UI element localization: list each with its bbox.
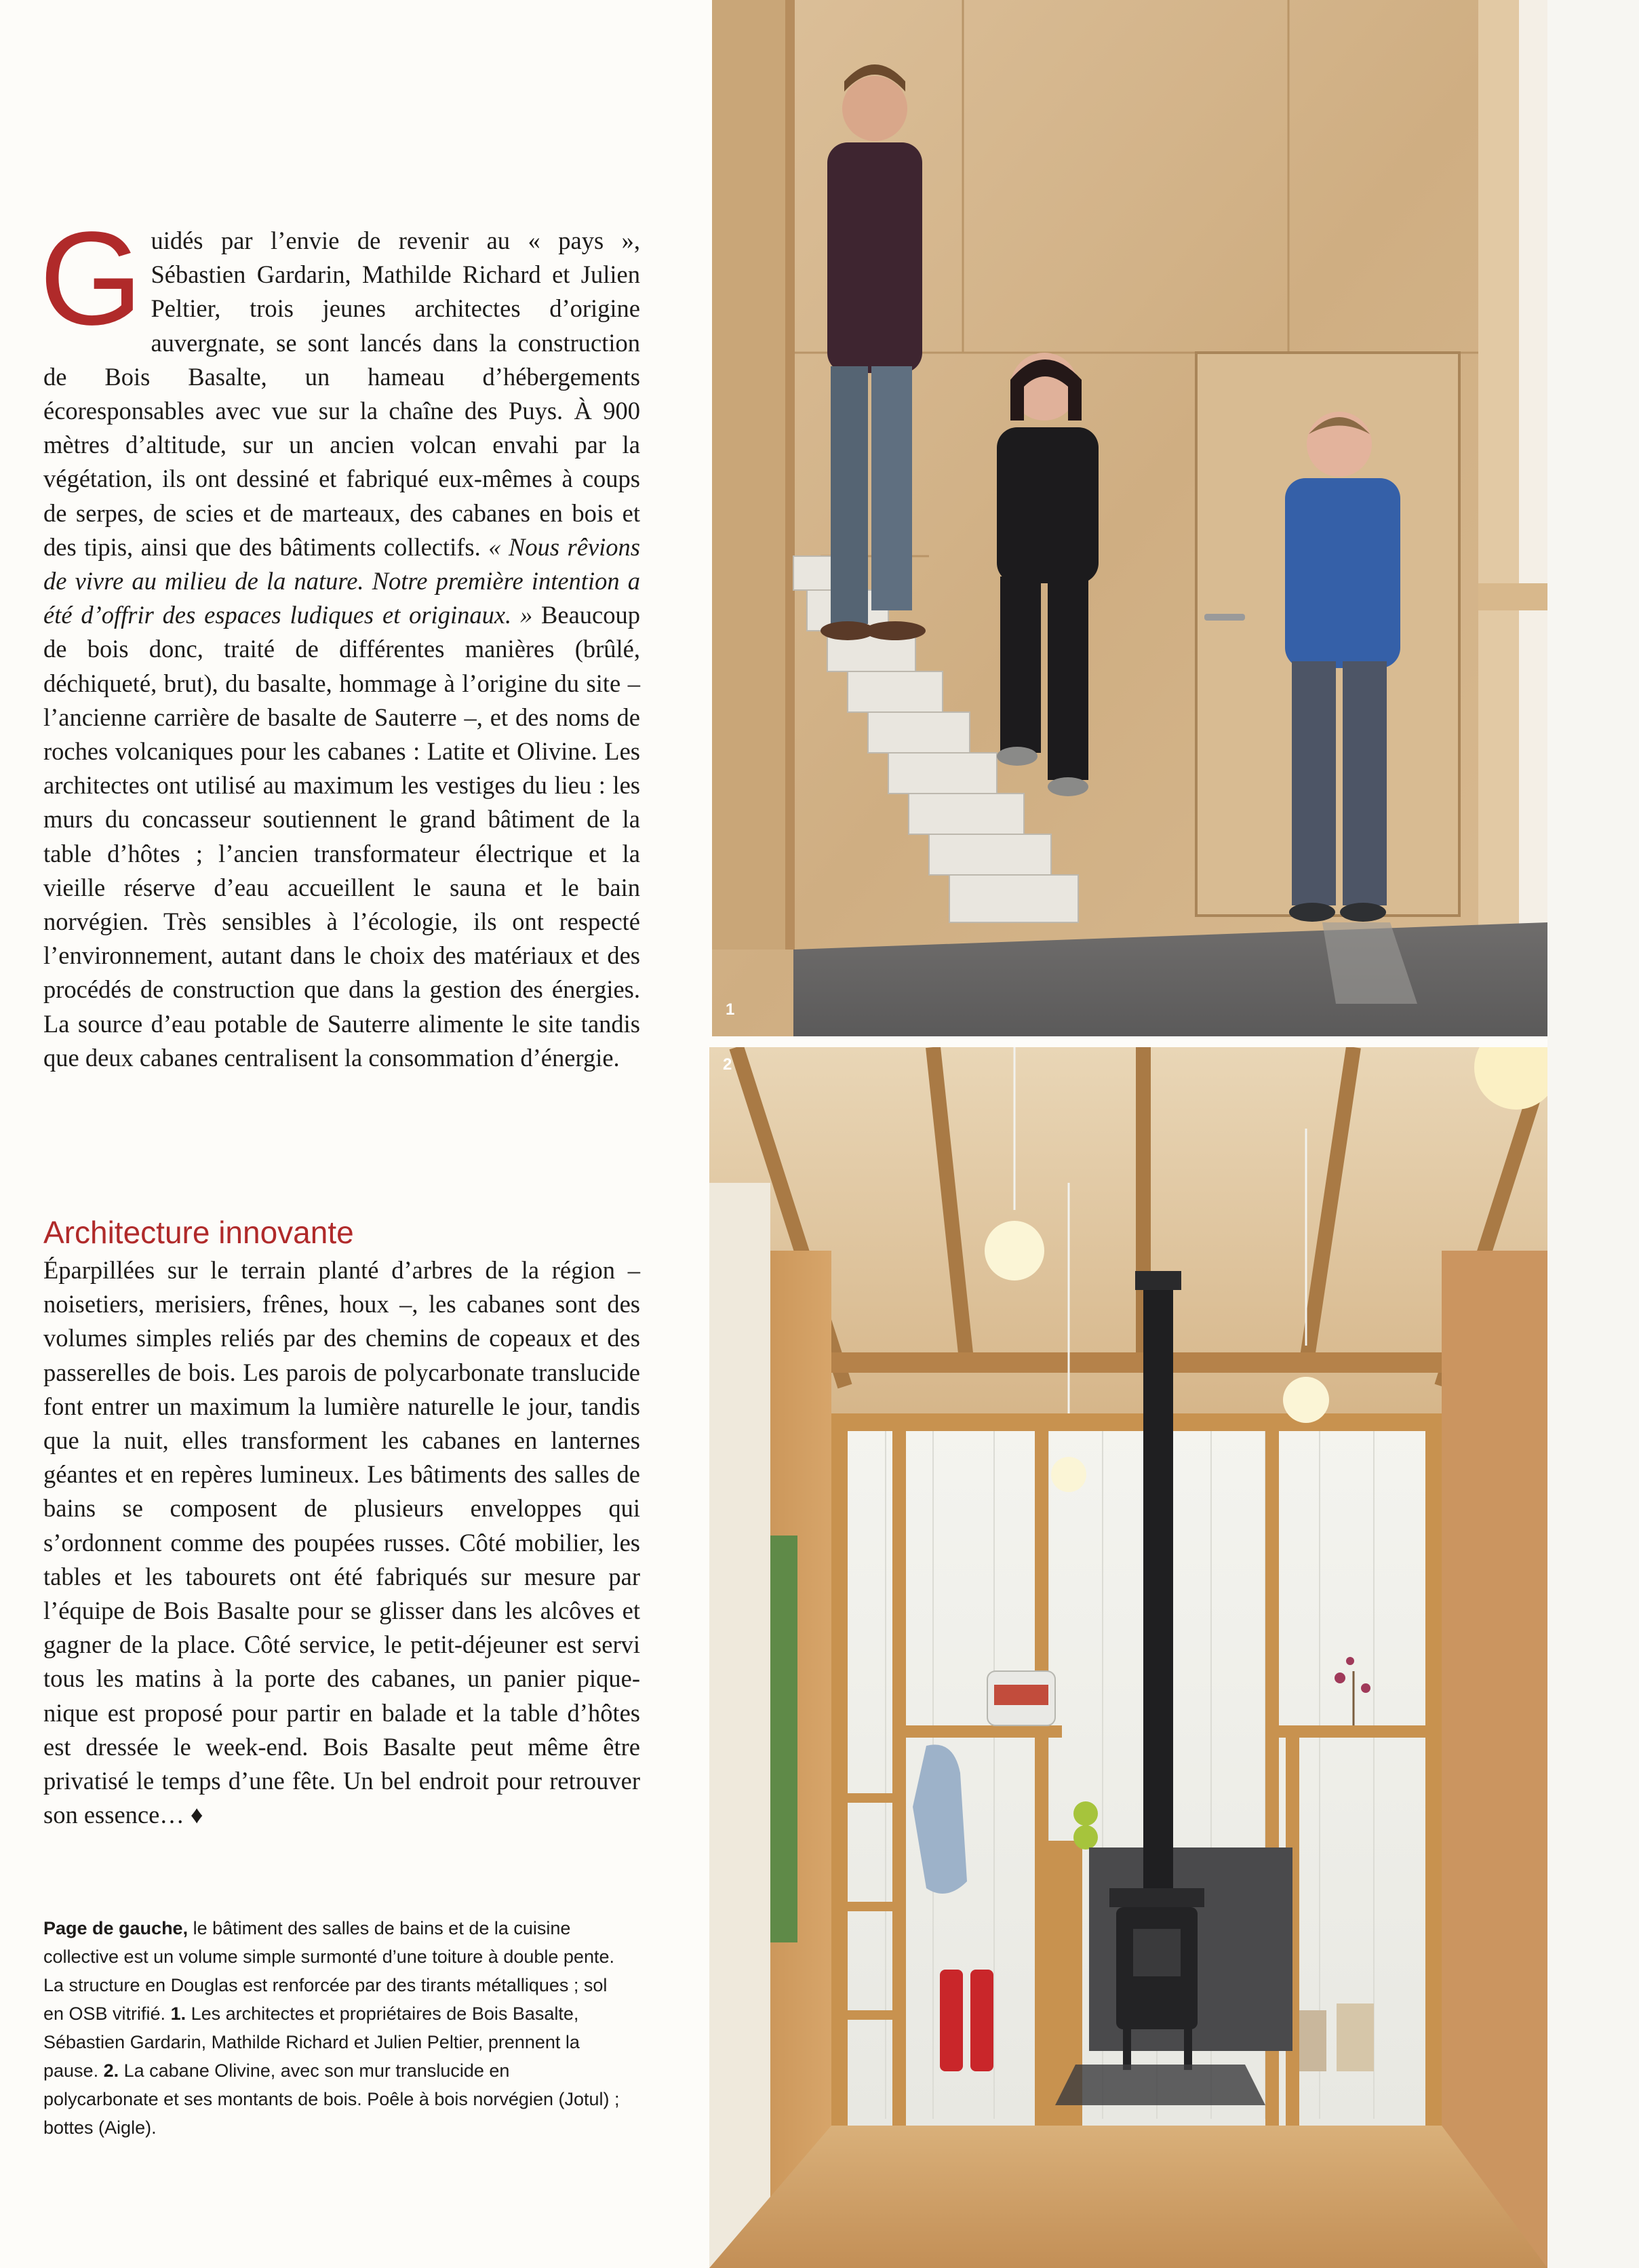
- photo-number-2: 2: [723, 1055, 732, 1074]
- caption-lead: Page de gauche,: [43, 1918, 189, 1938]
- person-sebastien: [821, 64, 926, 640]
- caption-num-1: 1.: [170, 2003, 186, 2024]
- drop-cap: G: [39, 204, 143, 353]
- person-julien: [1285, 412, 1400, 922]
- body-paragraph: Éparpillées sur le terrain planté d’arbres de la région – noisetiers, merisiers, frênes, houx –, les cabanes sont des volumes simples reliés par des chemins de copeaux et des passerelles de bois. Les parois de polycarbonate translucide font entrer un maximum la lumière naturelle le jour, tandis que la nuit, elles transforment les cabanes en lanternes géantes et en repères lumineux. Les bâtiments des salles de bains se composent de plusieurs enveloppes qui s’ordonnent comme des poupées russes. Côté mobilier, les tables et les tabourets ont été fabriqués sur mesure par l’équipe de Bois Basalte pour se glisser dans les alcôves et gagner de la place. Côté service, le petit-déjeuner est servi tous les matins à la porte des cabanes, un panier pique-nique est proposé pour partir en balade et la table d’hôtes est dressée le week-end. Bois Basalte peut même être privatisé le temps d’une fête. Un bel endroit pour retrouver son essence… ♦: [43, 1256, 640, 1829]
- intro-paragraph: [39, 204, 640, 1075]
- photo-architects-illustration: [712, 0, 1547, 1036]
- photo-cabin-illustration: [709, 1047, 1547, 2268]
- intro-text: uidés par l’envie de revenir au « pays », Sébastien Gardarin, Mathilde Richard et Julien Peltier, trois jeunes architectes d’origine auvergnate, se sont lancés dans la construction de Bois Basalte, un hameau d’hébergements écoresponsables avec vue sur la chaîne des Puys. À 900 mètres d’altitude, sur un ancien volcan envahi par la végétation, ils ont dessiné et fabriqué eux-mêmes à coups de serpes, de scies et de marteaux, des cabanes en bois et des tipis, ainsi que des bâtiments collectifs.: [43, 227, 640, 561]
- intro-text-continued: Beaucoup de bois donc, traité de différentes manières (brûlé, déchiqueté, brut), du basalte, hommage à l’origine du site – l’ancienne carrière de basalte de Sauterre –, et des noms de roches volcaniques pour les cabanes : Latite et Olivine. Les architectes ont utilisé au maximum les vestiges du lieu : les murs du concasseur soutiennent le grand bâtiment de la table d’hôtes ; l’ancien transformateur électrique et la vieille réserve d’eau accueillent le sauna et le bain norvégien. Très sensibles à l’écologie, ils ont respecté l’environnement, autant dans le choix des matériaux et des procédés de construction que dans la gestion des énergies. La source d’eau potable de Sauterre alimente le site tandis que deux cabanes centralisent la consommation d’énergie.: [43, 601, 640, 1072]
- section-heading: Architecture innovante: [43, 1215, 354, 1250]
- architect-quote: « Nous rêvions de vivre au milieu de la nature. Notre première intention a été d’offrir des espaces ludiques et originaux. »: [43, 532, 640, 629]
- photo-cabin-olivine: [709, 1047, 1547, 2268]
- photo-architects: [712, 0, 1547, 1036]
- caption-num-2: 2.: [103, 2060, 119, 2081]
- photo-number-1: 1: [726, 1000, 735, 1019]
- photo-caption: Page de gauche, le bâtiment des salles de bains et de la cuisine collective est un volume simple surmonté d’une toiture à double pente. La structure en Douglas est renforcée par des tirants métalliques ; sol en OSB vitrifié. 1. Les architectes et propriétaires de Bois Basalte, Sébastien Gardarin, Mathilde Richard et Julien Peltier, prennent la pause. 2. La cabane Olivine, avec son mur translucide en polycarbonate et ses montants de bois. Poêle à bois norvégien (Jotul) ; bottes (Aigle).: [43, 1918, 620, 2138]
- page-margin: [1547, 0, 1639, 2268]
